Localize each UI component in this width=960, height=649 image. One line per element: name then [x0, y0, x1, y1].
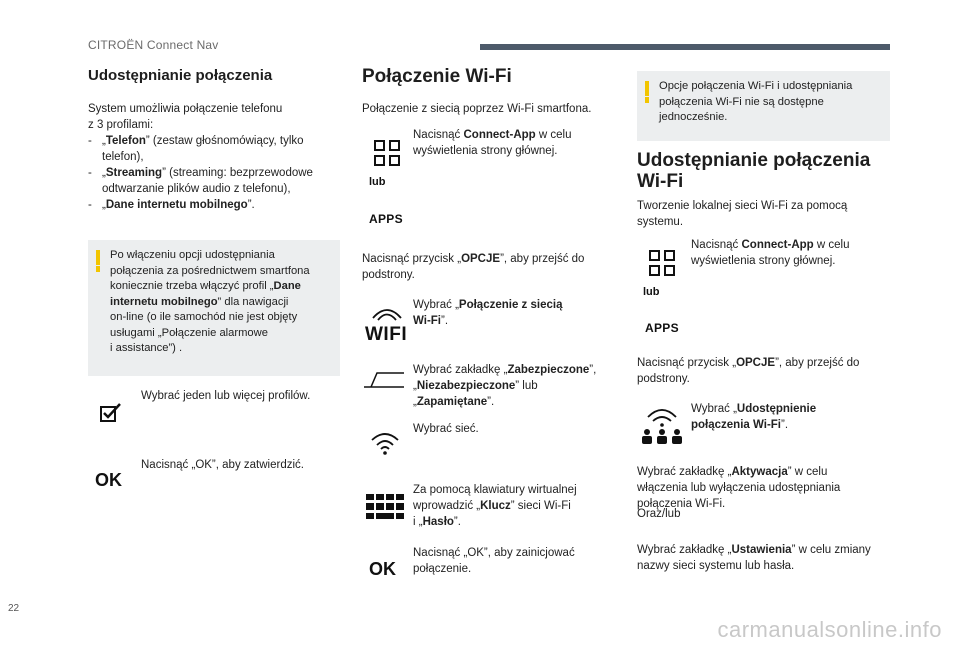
text-line [413, 378, 596, 394]
info-note-sharing [88, 240, 340, 376]
wifi-signal-icon [370, 431, 400, 455]
bold-text: Klucz [480, 500, 511, 512]
bold-text: Niezabezpieczone [416, 380, 516, 392]
text-line: nazwy sieci systemu lub hasła. [637, 560, 795, 572]
profile-desc: ” (streaming: bezprzewodowe [162, 167, 313, 179]
text-line [637, 542, 871, 558]
note-line: jednocześnie. [659, 111, 728, 123]
text-line [413, 362, 596, 378]
sharing-step-activation [637, 464, 840, 522]
text: Wybrać zakładkę „ [637, 544, 732, 556]
note-line: połączenia Wi-Fi nie są dostępne [659, 95, 824, 108]
note-line [110, 295, 330, 311]
text-line [413, 313, 562, 329]
connect-app-grid-icon [374, 140, 400, 166]
text-line [413, 127, 571, 143]
text-line [413, 498, 577, 514]
watermark: carmanualsonline.info [717, 617, 942, 642]
wifi-intro: Połączenie z siecią poprzez Wi-Fi smartfona. [362, 103, 592, 115]
list-dash: - [88, 135, 92, 147]
quote-open: „ [102, 199, 106, 211]
text: w celu [813, 239, 850, 251]
note-line [110, 279, 330, 295]
bold-text: Zapamiętane [416, 396, 488, 408]
text-line: połączenie. [413, 563, 472, 575]
text: ” w celu zmiany [791, 544, 871, 556]
bold-text: Połączenie z siecią [458, 299, 563, 311]
text-line [413, 514, 577, 530]
text-line [362, 251, 584, 267]
text: i „ [413, 516, 423, 528]
profile-desc: ” (zestaw głośnomówiący, tylko [145, 135, 304, 147]
profile-desc-cont: odtwarzanie plików audio z telefonu), [102, 183, 291, 195]
sharing-step-connect-app [691, 237, 849, 269]
text: Wybrać zakładkę „ [637, 466, 732, 478]
col1-intro-line1: System umożliwia połączenie telefonu [88, 103, 283, 115]
wifi-step-connect-app [413, 127, 571, 159]
text: wprowadzić „ [413, 500, 481, 512]
note-bold: Dane [273, 280, 301, 292]
or-label: lub [369, 176, 386, 188]
text: ”, [589, 364, 597, 376]
note-text: koniecznie trzeba włączyć profil „ [110, 280, 274, 292]
text-line: włączenia lub wyłączenia udostępniania [637, 482, 841, 494]
text: Nacisnąć [691, 239, 742, 251]
text-line: Oraz/lub [637, 508, 681, 520]
header-bar [480, 44, 890, 50]
tab-selector-icon [363, 372, 405, 388]
section-heading-wifi: Połączenie Wi-Fi [362, 66, 512, 87]
text-line [413, 297, 562, 313]
bold-text: Connect-App [741, 239, 814, 251]
text-line: podstrony. [362, 269, 415, 281]
wifi-hotspot-icon [641, 405, 683, 445]
page-number: 22 [8, 603, 20, 614]
quote-open: „ [102, 135, 106, 147]
apps-button-icon: APPS [645, 321, 679, 335]
connect-app-grid-icon [649, 250, 675, 276]
sharing-step-options [637, 355, 859, 387]
text: ”, aby przejść do [775, 357, 860, 369]
profile-item-streaming [88, 165, 338, 197]
checkbox-icon [100, 403, 122, 423]
sharing-step-select [691, 401, 816, 433]
note-line: i assistance”) . [110, 342, 183, 354]
wifi-step-enter-key [413, 482, 577, 530]
note-bold: internetu mobilnego [110, 295, 218, 308]
heading-line: Wi-Fi [637, 171, 684, 192]
text-line [637, 464, 840, 480]
note-line: on-line (o ile samochód nie jest objęty [110, 311, 298, 323]
text: ” lub [515, 380, 538, 392]
text-line [691, 237, 849, 253]
info-marker-icon-dot [645, 97, 649, 103]
header-title: CITROËN Connect Nav [88, 38, 219, 52]
bold-text: Hasło [422, 516, 454, 528]
list-dash: - [88, 167, 92, 179]
info-marker-icon [96, 250, 100, 265]
text: „ [413, 380, 417, 392]
wifi-step-select-connection [413, 297, 562, 329]
text: Nacisnąć przycisk „ [362, 253, 462, 265]
profile-desc-cont: telefon), [102, 151, 144, 163]
col1-intro-line2: z 3 profilami: [88, 119, 154, 131]
bold-text: Zabezpieczone [507, 364, 590, 376]
text: Wybrać „ [413, 299, 459, 311]
text-line: Tworzenie lokalnej sieci Wi-Fi za pomocą [637, 200, 848, 212]
note-line: Po włączeniu opcji udostępniania [110, 249, 275, 261]
ok-icon: OK [95, 470, 122, 490]
text-line: wyświetlenia strony głównej. [413, 145, 558, 157]
profile-item-mobile-data [88, 197, 338, 213]
quote-open: „ [102, 167, 106, 179]
profile-desc: ”. [247, 199, 255, 211]
profile-name: Dane internetu mobilnego [105, 199, 248, 211]
bold-text: Udostępnienie [736, 403, 817, 415]
bold-text: Ustawienia [731, 544, 792, 556]
col1-intro [88, 101, 338, 213]
profile-name: Telefon [105, 135, 146, 147]
bold-text: Aktywacja [731, 466, 788, 478]
text-line [691, 401, 816, 417]
ok-icon: OK [369, 559, 396, 579]
note-line: połączenia za pośrednictwem smartfona [110, 264, 310, 277]
text: w celu [535, 129, 572, 141]
wifi-sharing-intro [637, 198, 847, 230]
note-text: ” dla nawigacji [217, 295, 289, 308]
text: ”. [441, 315, 449, 327]
info-note-wifi [637, 71, 890, 141]
bold-text: Wi-Fi [413, 315, 441, 327]
text: „ [413, 396, 417, 408]
sharing-step-settings [637, 542, 871, 574]
text: ”. [781, 419, 789, 431]
text-line: wyświetlenia strony głównej. [691, 255, 836, 267]
wifi-step-select-network: Wybrać sieć. [413, 423, 479, 435]
text: Wybrać „ [691, 403, 737, 415]
wifi-step-ok [413, 545, 575, 577]
text: ”, aby przejść do [500, 253, 585, 265]
section-heading-wifi-sharing [637, 150, 870, 192]
text: Nacisnąć przycisk „ [637, 357, 737, 369]
info-marker-icon [645, 81, 649, 96]
bold-text: połączenia Wi-Fi [691, 419, 781, 431]
wifi-step-options [362, 251, 584, 283]
bold-text: Connect-App [463, 129, 536, 141]
profile-name: Streaming [105, 167, 163, 179]
text-line [691, 417, 816, 433]
text: ”. [453, 516, 461, 528]
note-line: Opcje połączenia Wi-Fi i udostępniania [659, 80, 853, 92]
text: ” sieci Wi-Fi [510, 500, 571, 512]
text: ” w celu [787, 466, 828, 478]
apps-button-icon: APPS [369, 212, 403, 226]
text-line: podstrony. [637, 373, 690, 385]
wifi-connection-icon [369, 304, 405, 322]
bold-text: OPCJE [461, 253, 501, 265]
section-heading-sharing: Udostępnianie połączenia [88, 67, 273, 84]
text-line: połączenia Wi-Fi. [637, 498, 726, 510]
text: Nacisnąć [413, 129, 464, 141]
heading-line: Udostępnianie połączenia [637, 150, 871, 171]
bold-text: OPCJE [736, 357, 776, 369]
keyboard-icon [366, 494, 404, 520]
note-line: usługami „Połączenie alarmowe [110, 326, 268, 339]
text-line: systemu. [637, 216, 684, 228]
text-line [413, 394, 596, 410]
step-confirm-ok: Nacisnąć „OK”, aby zatwierdzić. [141, 459, 304, 471]
text-line: Nacisnąć „OK”, aby zainicjować [413, 547, 575, 559]
or-label: lub [643, 286, 660, 298]
wifi-label-icon: WIFI [365, 324, 408, 345]
text-line [637, 355, 859, 371]
text: ”. [487, 396, 495, 408]
text-line: Za pomocą klawiatury wirtualnej [413, 484, 577, 496]
list-dash: - [88, 199, 92, 211]
step-select-profiles: Wybrać jeden lub więcej profilów. [141, 390, 311, 402]
info-marker-icon-dot [96, 266, 100, 272]
profile-item-telefon [88, 133, 338, 165]
text: Wybrać zakładkę „ [413, 364, 508, 376]
wifi-step-select-tab [413, 362, 596, 410]
